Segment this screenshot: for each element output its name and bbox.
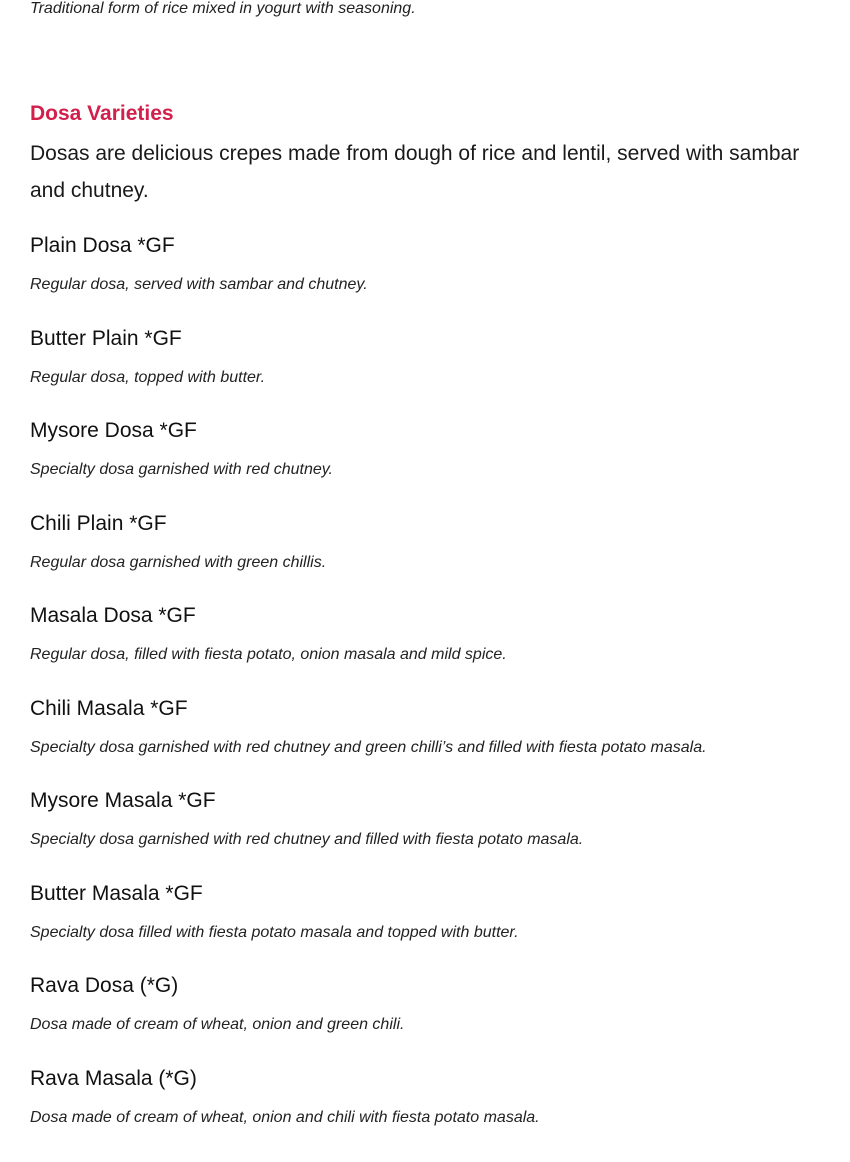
menu-item-name: Plain Dosa *GF <box>30 234 175 257</box>
menu-item-name: Rava Dosa (*G) <box>30 974 179 997</box>
menu-item <box>30 787 820 880</box>
menu-item-name: Chili Masala *GF <box>30 696 188 720</box>
menu-item <box>30 1065 820 1158</box>
menu-item-description: Regular dosa, topped with butter. <box>30 368 266 386</box>
menu-item-name: Butter Masala *GF <box>30 881 203 905</box>
menu-item-description: Regular dosa garnished with green chillis. <box>30 553 327 571</box>
menu-item <box>30 232 820 325</box>
section-intro: Dosas are delicious crepes made from dough of rice and lentil, served with sambar and chutney. <box>30 142 800 202</box>
menu-item-name: Rava Masala (*G) <box>30 1066 197 1090</box>
menu-item-description: Dosa made of cream of wheat, onion and chili with fiesta potato masala. <box>30 1108 540 1126</box>
menu-item-description: Specialty dosa garnished with red chutney and green chilli’s and filled with fiesta potato masala. <box>30 738 707 756</box>
menu-item-description: Specialty dosa filled with fiesta potato masala and topped with butter. <box>30 923 519 941</box>
menu-item <box>30 510 820 603</box>
menu-item <box>30 417 820 510</box>
section-title: Dosa Varieties <box>30 102 174 125</box>
menu-item-description: Specialty dosa garnished with red chutney. <box>30 461 333 478</box>
menu-item <box>30 325 820 418</box>
previous-item-description: Traditional form of rice mixed in yogurt with seasoning. <box>30 0 416 17</box>
menu-item <box>30 880 820 973</box>
menu-item-name: Mysore Dosa *GF <box>30 419 197 442</box>
menu-item <box>30 602 820 695</box>
menu-item-name: Mysore Masala *GF <box>30 789 216 812</box>
dosa-list <box>30 232 820 1157</box>
menu-item <box>30 972 820 1065</box>
menu-item-description: Regular dosa, filled with fiesta potato, onion masala and mild spice. <box>30 646 507 663</box>
menu-item-description: Specialty dosa garnished with red chutney and filled with fiesta potato masala. <box>30 831 584 848</box>
menu-item <box>30 695 820 788</box>
menu-item-name: Masala Dosa *GF <box>30 604 196 627</box>
menu-item-name: Butter Plain *GF <box>30 326 182 350</box>
menu-item-description: Regular dosa, served with sambar and chutney. <box>30 276 368 293</box>
menu-item-name: Chili Plain *GF <box>30 511 167 535</box>
menu-item-description: Dosa made of cream of wheat, onion and green chili. <box>30 1016 405 1033</box>
